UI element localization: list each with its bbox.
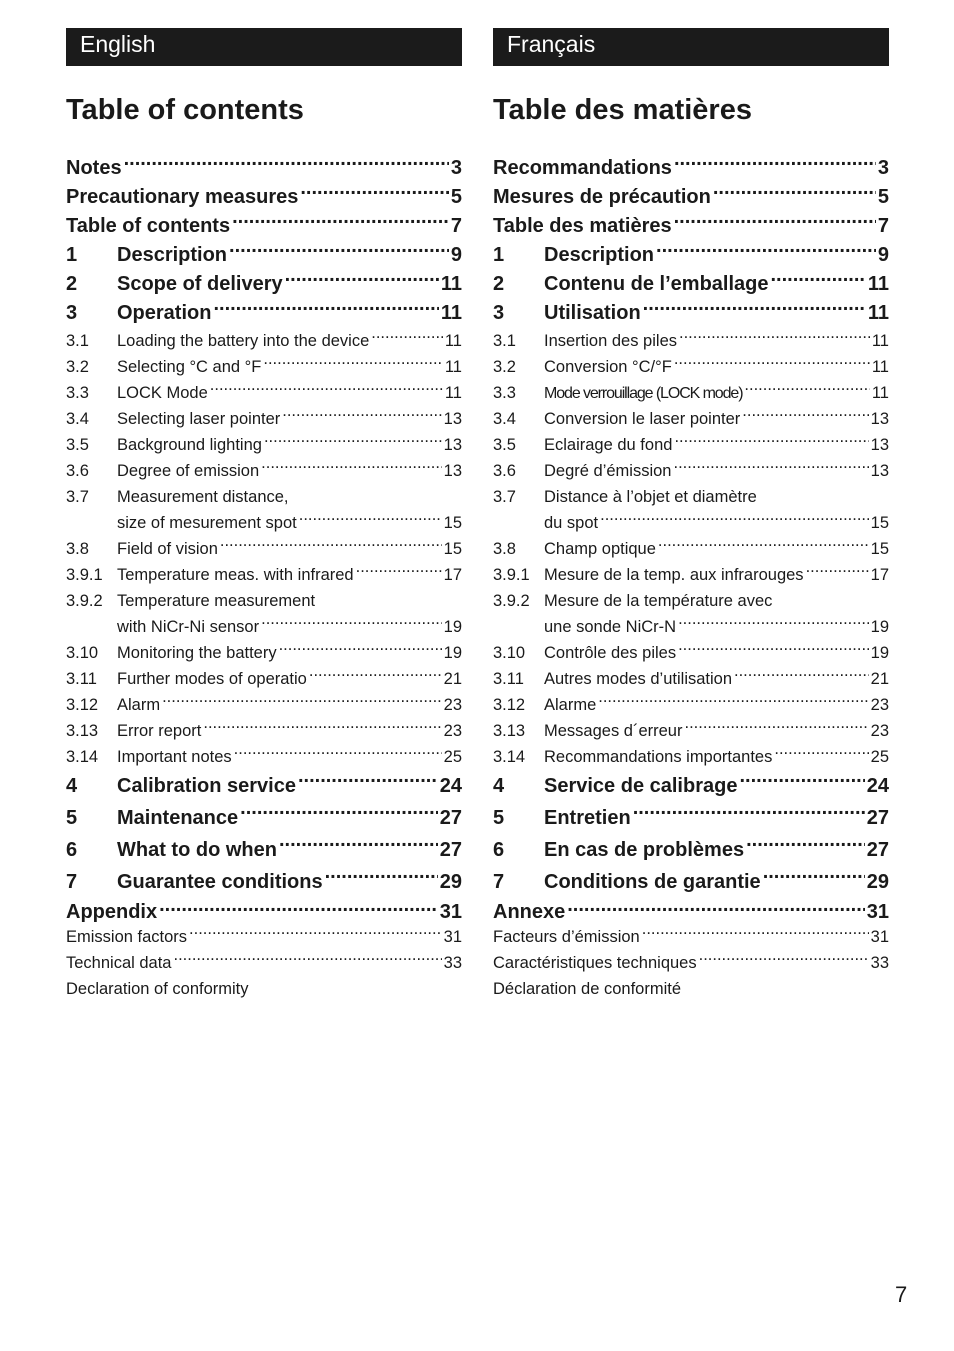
toc-entry-label: Temperature measurement: [117, 592, 316, 610]
toc-entry-number: 3.11: [66, 670, 97, 688]
language-header-french: Français: [493, 28, 889, 66]
toc-entry-number: 3.7: [66, 488, 89, 506]
toc-entry-label: Alarme: [544, 696, 597, 714]
toc-entry[interactable]: [66, 666, 462, 692]
toc-entry-page: 11: [867, 302, 889, 324]
toc-entry-label: Temperature meas. with infrared: [117, 566, 354, 584]
toc-entry-label: Conversion le laser pointer: [544, 410, 741, 428]
toc-entry-page: 5: [450, 186, 462, 208]
toc-entry-number: 3.10: [493, 644, 526, 662]
toc-entry[interactable]: [66, 924, 462, 950]
toc-entry-label: Utilisation: [544, 302, 641, 324]
toc-entry[interactable]: [66, 458, 462, 484]
toc-entry[interactable]: [493, 898, 889, 924]
toc-entry-page: 23: [870, 696, 889, 714]
toc-entry-number: 3.5: [66, 436, 89, 454]
toc-entry-page: 13: [443, 462, 462, 480]
toc-entry-page: 27: [866, 839, 889, 861]
toc-entry[interactable]: [493, 354, 889, 380]
toc-entry-label: Service de calibrage: [544, 775, 738, 797]
toc-entry[interactable]: [493, 802, 889, 834]
toc-entry-page: 15: [443, 514, 462, 532]
toc-entry-number: 3.11: [493, 670, 524, 688]
toc-entry-page: 11: [871, 358, 889, 376]
toc-entry[interactable]: [493, 866, 889, 898]
toc-entry-number: 3.8: [66, 540, 89, 558]
toc-entry-label: Insertion des piles: [544, 332, 677, 350]
toc-entry-page: 15: [443, 540, 462, 558]
toc-entry-label: Technical data: [66, 954, 172, 972]
toc-entry[interactable]: [66, 154, 462, 183]
toc-entry-label: Mesure de la température avec: [544, 592, 773, 610]
toc-entry-page: 13: [870, 410, 889, 428]
toc-entry[interactable]: [66, 270, 462, 299]
toc-entry-label: Table des matières: [493, 215, 672, 237]
toc-entry-label: Scope of delivery: [117, 273, 283, 295]
toc-entry[interactable]: [66, 183, 462, 212]
toc-entry-label: Déclaration de conformité: [493, 980, 682, 998]
toc-entry[interactable]: [493, 212, 889, 241]
toc-entry[interactable]: [493, 510, 889, 536]
toc-entry-number: 3.9.2: [493, 592, 530, 610]
toc-entry-label: Annexe: [493, 901, 566, 923]
toc-entry-page: 11: [871, 384, 889, 402]
toc-list-french: [493, 154, 889, 1002]
toc-entry-label: Eclairage du fond: [544, 436, 673, 454]
toc-entry-page: 11: [444, 358, 462, 376]
toc-entry-page: 11: [444, 332, 462, 350]
toc-entry[interactable]: [493, 154, 889, 183]
toc-entry-number: 3.4: [493, 410, 516, 428]
toc-entry-line1: [493, 484, 889, 510]
toc-entry-page: 13: [443, 436, 462, 454]
toc-entry-page: 23: [870, 722, 889, 740]
toc-entry-page: 11: [440, 273, 462, 295]
toc-entry[interactable]: [493, 666, 889, 692]
toc-entry[interactable]: [66, 950, 462, 976]
toc-entry-label: Table of contents: [66, 215, 231, 237]
toc-entry-page: 19: [443, 618, 462, 636]
toc-entry[interactable]: [493, 432, 889, 458]
toc-entry[interactable]: [493, 458, 889, 484]
toc-entry-number: 1: [66, 244, 78, 266]
toc-entry-number: 3: [493, 302, 505, 324]
toc-entry-page: 11: [867, 273, 889, 295]
toc-entry[interactable]: [493, 562, 889, 588]
toc-entry-label: Mesures de précaution: [493, 186, 711, 208]
toc-entry-number: 3.9.1: [493, 566, 530, 584]
toc-entry-number: 7: [66, 871, 78, 893]
toc-entry-label-continued: du spot: [544, 514, 599, 532]
toc-entry-label: Description: [117, 244, 228, 266]
toc-entry-label: Mode verrouillage (LOCK mode): [544, 385, 743, 402]
toc-entry-label: Appendix: [66, 901, 158, 923]
toc-entry-number: 2: [493, 273, 505, 295]
toc-entry-number: 3.3: [66, 384, 89, 402]
toc-entry-label: Conversion °C/°F: [544, 358, 672, 376]
toc-entry-page: 19: [443, 644, 462, 662]
toc-entry-label: What to do when: [117, 839, 277, 861]
toc-entry-label-continued: une sonde NiCr-N: [544, 618, 677, 636]
toc-entry[interactable]: [493, 924, 889, 950]
toc-entry-label: Champ optique: [544, 540, 656, 558]
toc-entry-page: 29: [866, 871, 889, 893]
toc-entry-label: Monitoring the battery: [117, 644, 277, 662]
toc-entry-number: 3.7: [493, 488, 516, 506]
toc-entry-number: 2: [66, 273, 78, 295]
toc-entry[interactable]: [493, 614, 889, 640]
toc-entry-number: 3: [66, 302, 78, 324]
toc-entry-label: Degré d’émission: [544, 462, 672, 480]
toc-entry-page: 9: [877, 244, 889, 266]
toc-entry-page: 21: [443, 670, 462, 688]
toc-entry-line1: [493, 588, 889, 614]
toc-list-english: [66, 154, 462, 1002]
toc-entry-number: 7: [493, 871, 505, 893]
toc-entry-number: 3.14: [66, 748, 99, 766]
toc-entry-page: 33: [870, 954, 889, 972]
toc-entry-number: 1: [493, 244, 505, 266]
toc-entry-label: Background lighting: [117, 436, 262, 454]
toc-entry-label: Measurement distance,: [117, 488, 289, 506]
toc-entry[interactable]: [66, 802, 462, 834]
toc-entry-number: 3.9.2: [66, 592, 103, 610]
toc-entry-number: 3.6: [66, 462, 89, 480]
toc-entry-page: 25: [870, 748, 889, 766]
toc-entry-label: Caractéristiques techniques: [493, 954, 697, 972]
toc-entry-page: 17: [870, 566, 889, 584]
toc-entry-label-continued: with NiCr-Ni sensor: [117, 618, 260, 636]
toc-entry[interactable]: [66, 328, 462, 354]
toc-entry[interactable]: [493, 406, 889, 432]
toc-entry-label: Messages d´erreur: [544, 722, 683, 740]
toc-entry-page: 11: [440, 302, 462, 324]
toc-entry-page: 15: [870, 540, 889, 558]
toc-entry-page: 23: [443, 696, 462, 714]
toc-entry-line1: [66, 484, 462, 510]
toc-entry[interactable]: [493, 536, 889, 562]
toc-entry-page: 24: [439, 775, 462, 797]
toc-entry[interactable]: [66, 406, 462, 432]
toc-entry[interactable]: [66, 744, 462, 770]
toc-entry-number: 3.8: [493, 540, 516, 558]
toc-entry-page: 7: [877, 215, 889, 237]
toc-entry-number: 6: [66, 839, 78, 861]
toc-entry-page: 23: [443, 722, 462, 740]
toc-entry-page: 13: [870, 462, 889, 480]
toc-entry-number: 3.6: [493, 462, 516, 480]
toc-entry-page: 5: [877, 186, 889, 208]
toc-entry[interactable]: [66, 354, 462, 380]
toc-entry-number: 5: [66, 807, 78, 829]
toc-entry-number: 6: [493, 839, 505, 861]
language-header-english: English: [66, 28, 462, 66]
toc-entry-label: Recommandations: [493, 157, 672, 179]
toc-entry-label: Important notes: [117, 748, 232, 766]
toc-entry-label: Calibration service: [117, 775, 296, 797]
toc-entry[interactable]: [66, 692, 462, 718]
toc-entry-number: 5: [493, 807, 505, 829]
toc-entry[interactable]: [493, 744, 889, 770]
toc-entry[interactable]: [66, 212, 462, 241]
toc-entry-page: 27: [866, 807, 889, 829]
toc-entry-label: Autres modes d’utilisation: [544, 670, 733, 688]
toc-entry-page: 7: [450, 215, 462, 237]
toc-entry[interactable]: [493, 299, 889, 328]
toc-entry[interactable]: [493, 328, 889, 354]
toc-entry[interactable]: [66, 299, 462, 328]
toc-entry-page: 25: [443, 748, 462, 766]
toc-entry-page: 31: [870, 928, 889, 946]
toc-entry-label: Emission factors: [66, 928, 188, 946]
toc-entry[interactable]: [493, 692, 889, 718]
toc-entry-page: 13: [870, 436, 889, 454]
toc-entry-label: Loading the battery into the device: [117, 332, 370, 350]
toc-entry-label: Degree of emission: [117, 462, 260, 480]
toc-entry-page: 17: [443, 566, 462, 584]
toc-entry-label-continued: size of mesurement spot: [117, 514, 297, 532]
toc-entry-label: Distance à l’objet et diamètre: [544, 488, 757, 506]
toc-entry-label: Operation: [117, 302, 212, 324]
page-number: 7: [895, 1282, 908, 1307]
english-column: [66, 28, 462, 1002]
toc-entry-page: 19: [870, 644, 889, 662]
toc-entry-label: Declaration of conformity: [66, 980, 249, 998]
toc-entry-number: 3.1: [66, 332, 89, 350]
toc-title-english: Table of contents: [66, 94, 304, 126]
toc-entry-page: 3: [877, 157, 889, 179]
toc-entry[interactable]: [66, 898, 462, 924]
toc-entry-page: 9: [450, 244, 462, 266]
toc-entry-label: Selecting °C and °F: [117, 358, 262, 376]
toc-title-french: Table des matières: [493, 94, 752, 126]
toc-entry-page: 11: [871, 332, 889, 350]
toc-entry-label: LOCK Mode: [117, 384, 208, 402]
toc-entry-label: Selecting laser pointer: [117, 410, 281, 428]
toc-entry-label: Recommandations importantes: [544, 748, 773, 766]
toc-entry[interactable]: [66, 770, 462, 802]
toc-entry-number: 3.1: [493, 332, 516, 350]
toc-entry[interactable]: [493, 241, 889, 270]
toc-entry-label: Guarantee conditions: [117, 871, 323, 893]
toc-entry-number: 3.2: [66, 358, 89, 376]
toc-entry-page: 19: [870, 618, 889, 636]
toc-entry[interactable]: [66, 718, 462, 744]
toc-entry[interactable]: [66, 432, 462, 458]
toc-entry[interactable]: [66, 834, 462, 866]
toc-entry-number: 3.9.1: [66, 566, 103, 584]
toc-entry-page: 21: [870, 670, 889, 688]
toc-entry-label: Contrôle des piles: [544, 644, 677, 662]
toc-entry[interactable]: [493, 270, 889, 299]
toc-entry-label: Alarm: [117, 696, 161, 714]
toc-entry-page: 24: [866, 775, 889, 797]
toc-entry-page: 33: [443, 954, 462, 972]
toc-entry-number: 3.4: [66, 410, 89, 428]
toc-entry-page: 31: [866, 901, 889, 923]
toc-entry[interactable]: [493, 718, 889, 744]
toc-entry-number: 4: [66, 775, 78, 797]
toc-entry-page: 15: [870, 514, 889, 532]
toc-entry[interactable]: [493, 976, 889, 1002]
toc-entry[interactable]: [66, 614, 462, 640]
toc-entry-label: Entretien: [544, 807, 631, 829]
toc-entry[interactable]: [493, 770, 889, 802]
toc-entry-page: 3: [450, 157, 462, 179]
toc-entry[interactable]: [493, 834, 889, 866]
toc-entry-label: Error report: [117, 722, 202, 740]
toc-entry-number: 3.2: [493, 358, 516, 376]
toc-entry-number: 3.12: [66, 696, 99, 714]
toc-entry[interactable]: [66, 241, 462, 270]
toc-entry[interactable]: [66, 866, 462, 898]
toc-entry-page: 13: [443, 410, 462, 428]
toc-entry-page: 31: [439, 901, 462, 923]
toc-entry[interactable]: [493, 380, 889, 406]
toc-entry[interactable]: [493, 183, 889, 212]
toc-entry[interactable]: [66, 976, 462, 1002]
toc-entry-label: Further modes of operatio: [117, 670, 307, 688]
toc-entry-label: En cas de problèmes: [544, 839, 745, 861]
toc-entry-label: Notes: [66, 157, 122, 179]
toc-entry-page: 27: [439, 839, 462, 861]
toc-entry-number: 3.3: [493, 384, 516, 402]
toc-entry-page: 31: [443, 928, 462, 946]
toc-entry-number: 3.12: [493, 696, 526, 714]
toc-entry[interactable]: [66, 640, 462, 666]
toc-entry-label: Description: [544, 244, 655, 266]
toc-entry-number: 3.13: [66, 722, 99, 740]
toc-entry-label: Contenu de l’emballage: [544, 273, 769, 295]
toc-entry-page: 27: [439, 807, 462, 829]
toc-entry[interactable]: [66, 510, 462, 536]
toc-entry[interactable]: [493, 640, 889, 666]
french-column: [493, 28, 889, 1002]
toc-entry-line1: [66, 588, 462, 614]
toc-entry[interactable]: [66, 536, 462, 562]
toc-entry-label: Maintenance: [117, 807, 239, 829]
toc-entry[interactable]: [493, 950, 889, 976]
toc-entry[interactable]: [66, 562, 462, 588]
toc-entry[interactable]: [66, 380, 462, 406]
toc-entry-number: 3.5: [493, 436, 516, 454]
toc-entry-label: Mesure de la temp. aux infrarouges: [544, 566, 804, 584]
toc-entry-label: Facteurs d’émission: [493, 928, 640, 946]
toc-entry-page: 29: [439, 871, 462, 893]
toc-entry-number: 3.14: [493, 748, 526, 766]
toc-entry-label: Precautionary measures: [66, 186, 299, 208]
toc-entry-page: 11: [444, 384, 462, 402]
toc-entry-label: Field of vision: [117, 540, 218, 558]
toc-entry-number: 4: [493, 775, 505, 797]
toc-entry-number: 3.13: [493, 722, 526, 740]
toc-entry-number: 3.10: [66, 644, 99, 662]
toc-entry-label: Conditions de garantie: [544, 871, 761, 893]
